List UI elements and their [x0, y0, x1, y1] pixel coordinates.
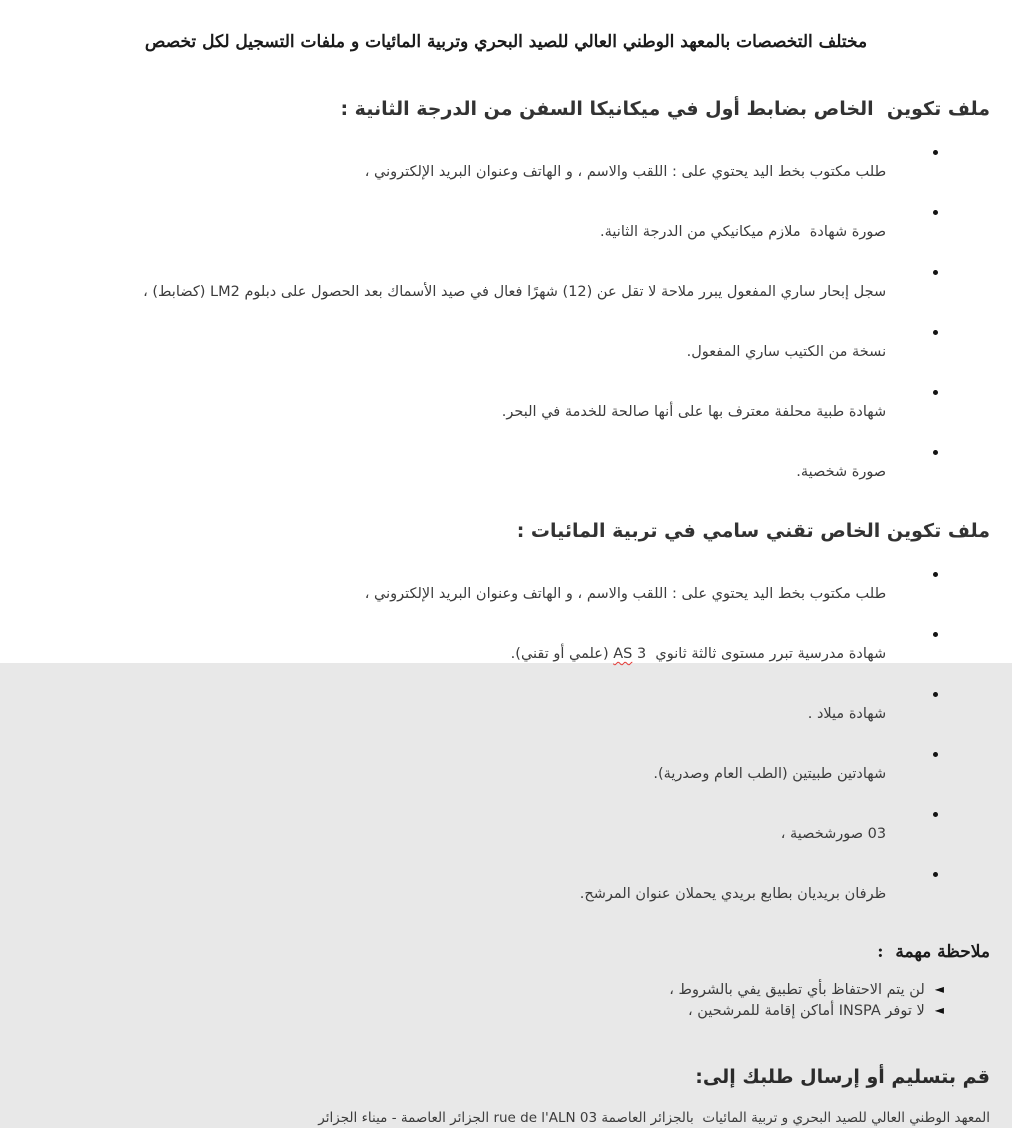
requirement-text: ظرفان بريديان بطابع بريدي يحملان عنوان المرشح.: [579, 886, 887, 902]
left-triangle-bullet-icon: ◄: [934, 1003, 944, 1017]
requirement-item: [22, 262, 938, 322]
requirement-item: [22, 442, 938, 502]
requirement-item: [22, 744, 938, 804]
requirement-text: طلب مكتوب بخط اليد يحتوي على : اللقب والاسم ، و الهاتف وعنوان البريد الإلكتروني ،: [364, 164, 887, 180]
requirement-text: صورة شهادة ملازم ميكانيكي من الدرجة الثانية.: [600, 224, 887, 240]
requirement-text: شهادة طبية محلفة معترف بها على أنها صالحة للخدمة في البحر.: [501, 404, 887, 420]
requirement-text: 3 (علمي أو تقني).: [510, 646, 647, 662]
left-triangle-bullet-icon: ◄: [934, 982, 944, 996]
spellchecked-word: AS: [613, 646, 633, 662]
note-heading: ملاحظة مهمة :: [877, 942, 990, 962]
requirement-text: شهادتين طبيتين (الطب العام وصدرية).: [653, 766, 887, 782]
requirement-text: صورة شخصية.: [796, 464, 887, 480]
requirement-text: نسخة من الكتيب ساري المفعول.: [686, 344, 887, 360]
requirement-item: [22, 804, 938, 864]
requirement-item: [22, 142, 938, 202]
requirement-text: طلب مكتوب بخط اليد يحتوي على : اللقب والاسم ، و الهاتف وعنوان البريد الإلكتروني ،: [364, 586, 887, 602]
note-text: لن يتم الاحتفاظ بأي تطبيق يفي بالشروط ،: [669, 982, 925, 998]
requirement-item: [22, 202, 938, 262]
note-list: [22, 980, 944, 1022]
requirement-item: [22, 564, 938, 624]
submission-heading: قم بتسليم أو إرسال طلبك إلى:: [695, 1066, 990, 1088]
requirement-item: [22, 864, 938, 924]
section-heading-aquaculture-technician: ملف تكوين الخاص تقني سامي في تربية المائيات :: [516, 520, 990, 542]
requirement-item: [22, 382, 938, 442]
requirement-text: شهادة مدرسية تبرر مستوى ثالثة ثانوي: [646, 646, 887, 662]
requirement-item: [22, 684, 938, 744]
institute-address: المعهد الوطني العالي للصيد البحري و تربية المائيات بالجزائر العاصمة rue de l'ALN 03 الجزائر العاصمة - ميناء الجزائر: [318, 1110, 990, 1126]
note-text: لا توفر INSPA أماكن إقامة للمرشحين ،: [688, 1003, 925, 1019]
requirement-text: شهادة ميلاد .: [807, 706, 887, 722]
requirements-list-mechanics: [22, 142, 938, 502]
requirement-item: [22, 322, 938, 382]
requirement-item: [22, 624, 938, 684]
document-title: مختلف التخصصات بالمعهد الوطني العالي للصيد البحري وتربية المائيات و ملفات التسجيل لكل تخصص: [144, 32, 868, 52]
document-body: [0, 94, 1012, 1128]
requirement-text: 03 صورشخصية ،: [780, 826, 887, 842]
requirement-text: سجل إبحار ساري المفعول يبرر ملاحة لا تقل عن (12) شهرًا فعال في صيد الأسماك بعد الحصول على دبلوم LM2 (كضابط) ،: [143, 284, 887, 300]
section-heading-mechanics-officer: ملف تكوين الخاص بضابط أول في ميكانيكا السفن من الدرجة الثانية :: [340, 98, 990, 120]
requirements-list-aquaculture: [22, 564, 938, 924]
note-item: [22, 1001, 944, 1022]
note-item: [22, 980, 944, 1001]
